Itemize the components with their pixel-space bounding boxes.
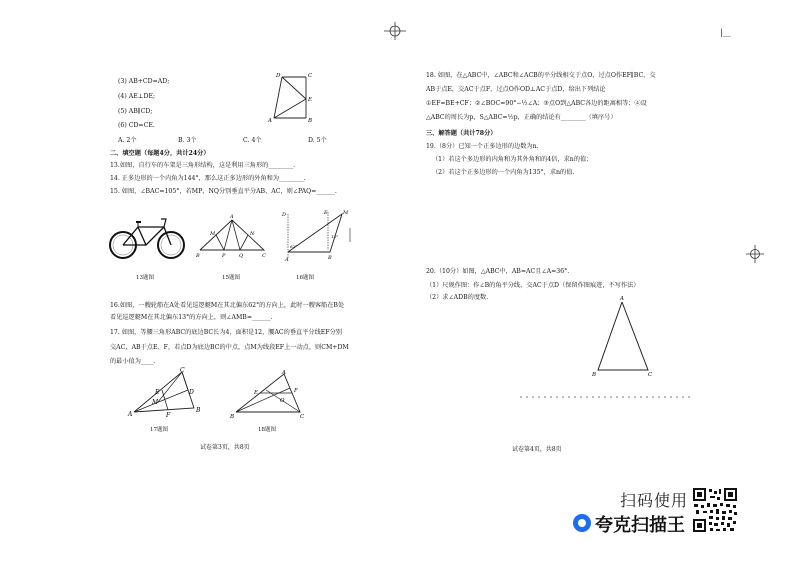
label-M: M [210, 231, 216, 237]
label-E: E [254, 390, 259, 396]
label-E: E [308, 97, 313, 103]
label-C: C [180, 367, 185, 374]
figure-16 [280, 208, 356, 264]
question-17-line1: 17. 如图，等腰三角形ABC的底边BC长为4，面积是12，腰AC的垂直平分线EF分别 [110, 329, 342, 336]
question-18-line3: ①EF=BE+CF；②∠BOC=90°−½∠A；③点O到△ABC各边的距离相等；④设 [426, 100, 647, 107]
question-20-part1: （1）尺规作图：作∠B的角平分线，交AC于点D（保留作图痕迹，不写作法） [426, 282, 640, 289]
label-C: C [648, 372, 653, 378]
label-N: N [250, 231, 255, 237]
angle-13: 13° [331, 234, 339, 239]
label-B: B [308, 118, 313, 124]
figure-20 [590, 294, 654, 380]
question-15: 15. 如图，∠BAC=105°，若MP、NQ分别垂直平分AB、AC，则∠PAQ=______. [110, 188, 337, 195]
label-M: M [343, 210, 349, 216]
label-O: O [280, 398, 285, 404]
figure-bicycle [108, 214, 188, 260]
label-D: D [282, 212, 287, 218]
figure-18 [230, 370, 306, 420]
question-18-line2: AB于点E，交AC于点F，过点O作OD⊥AC于点D，给出下列结论 [426, 86, 606, 93]
qr-code-icon[interactable] [692, 487, 738, 533]
brand-name: 夸克扫描王 [595, 515, 685, 536]
label-P: P [222, 253, 226, 259]
question-19-part2: （2）若这个正多边形的一个内角为135°，求n的值. [432, 169, 575, 176]
section3-title: 三、解答题（共计78分） [426, 130, 497, 137]
label-D: D [189, 389, 194, 396]
question-17-line3: 的最小值为____. [110, 358, 156, 365]
label-M: M [152, 399, 159, 406]
label-B: B [592, 372, 597, 378]
question-20: 20.（10分）如图，△ABC中，AB=AC且∠A=36°. [426, 268, 570, 275]
choice-b: B. 3个 [178, 137, 197, 144]
label-Q: Q [239, 253, 244, 259]
caption-18: 18题图 [258, 427, 276, 433]
label-A: A [620, 296, 624, 302]
label-C: C [300, 414, 305, 420]
figure-17 [128, 366, 204, 418]
option-4: (4) AE⊥DE; [118, 93, 156, 100]
caption-16: 16题图 [296, 275, 314, 281]
scan-smudge [520, 396, 690, 398]
choice-c: C. 4个 [243, 137, 262, 144]
question-16-line2: 看见巡逻艇M在其北偏东13°的方向上，则∠AMB=______. [110, 314, 273, 321]
label-B: B [196, 253, 200, 259]
question-14: 14. 正多边形的一个内角为144°，那么这正多边形的外角和为________. [110, 175, 306, 182]
choice-a: A. 2个 [118, 137, 137, 144]
label-C: C [262, 253, 266, 259]
caption-17: 17题图 [150, 427, 168, 433]
label-A: A [230, 214, 234, 220]
angle-62: 62° [290, 244, 298, 249]
label-B: B [196, 407, 201, 414]
section2-title: 二、填空题（每题4分，共计24分） [110, 150, 210, 157]
label-A: A [285, 257, 289, 263]
question-19-part1: （1）若这个多边形的内角和为其外角和的4倍，求n的值； [432, 156, 593, 163]
label-A: A [282, 370, 286, 376]
label-E: E [324, 210, 328, 216]
option-5: (5) AB∥CD; [118, 108, 153, 115]
figure-quadrilateral [270, 72, 320, 122]
caption-15: 15题图 [222, 275, 240, 281]
question-16-line1: 16.如图，一艘轮船在A处看见巡逻艇M在其北偏东62°的方向上，此时一艘客船在B处 [110, 302, 345, 309]
left-page-footer: 试卷第3页，共8页 [200, 444, 250, 451]
quark-logo-icon [573, 514, 591, 532]
question-17-line2: 交AC，AB于点E、F，若点D为底边BC的中点，点M为线段EF上一动点，则CM+DM [110, 344, 349, 351]
label-E: E [155, 389, 160, 396]
label-B: B [328, 255, 332, 261]
question-19: 19.（8分）已知一个正多边形的边数为n. [426, 143, 539, 150]
label-F: F [294, 388, 298, 394]
question-18-line1: 18. 如图，在△ABC中，∠ABC和∠ACB的平分线相交于点O，过点O作EF∥BC，交 [426, 72, 656, 79]
choice-d: D. 5个 [308, 137, 327, 144]
label-C: C [308, 73, 313, 79]
label-D: D [276, 73, 281, 79]
label-A: A [128, 411, 133, 418]
label-F: F [166, 412, 171, 419]
option-3: (3) AB+CD=AD; [118, 78, 170, 85]
question-13: 13.如图，自行车的车架是三角形结构，这是利用三角形的________. [110, 162, 296, 169]
label-A: A [268, 118, 272, 124]
corner-mark: |__ [720, 28, 731, 37]
label-B: B [230, 414, 235, 420]
registration-mark-right [745, 244, 765, 264]
question-18-line4: △ABC的周长为p，S△ABC=½p，正确的结论有________（填序号） [426, 114, 617, 121]
scan-to-use-text: 扫码使用 [620, 491, 689, 510]
question-20-part2: （2）求∠ADB的度数. [426, 294, 489, 301]
right-page-footer: 试卷第4页，共8页 [512, 446, 562, 453]
caption-13: 13题图 [136, 275, 154, 281]
figure-15 [196, 212, 272, 262]
option-6: (6) CD=CE. [118, 122, 155, 129]
registration-mark-top [384, 20, 406, 42]
